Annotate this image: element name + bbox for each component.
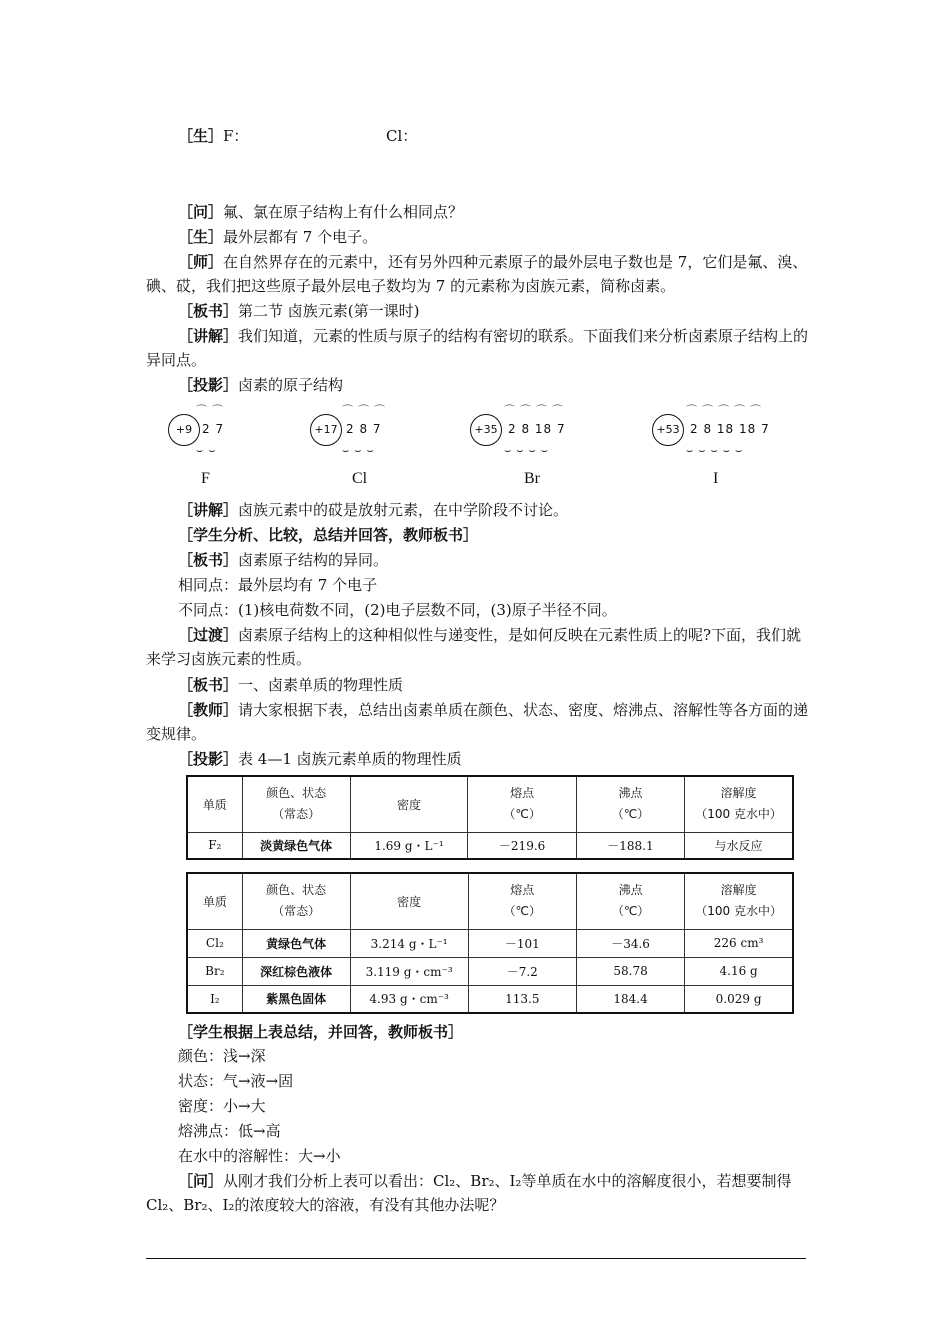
student-summary-heading: ［学生根据上表总结，并回答，教师板书］	[178, 1023, 464, 1041]
projection-line	[178, 747, 810, 771]
cell-melting: －101	[468, 929, 576, 957]
shell-arcs-top: ⌒⌒	[196, 404, 228, 417]
nucleus: +53	[652, 414, 684, 446]
cell-solubility: 0.029 g	[685, 985, 793, 1013]
question-text: 从刚才我们分析上表可以看出：Cl₂、Br₂、I₂等单质在水中的溶解度很小，若想要制得 Cl₂、Br₂、I₂的浓度较大的溶液，有没有其他办法呢？	[146, 1172, 792, 1214]
cell-density: 3.119 g・cm⁻³	[350, 957, 468, 985]
cell-solubility: 226 cm³	[685, 929, 793, 957]
header-density: 密度	[350, 873, 468, 929]
header-boiling-point: 沸点 （℃）	[576, 776, 684, 832]
f-label: F：	[223, 127, 249, 145]
table-row	[187, 957, 793, 985]
cell-state: 紫黑色固体	[242, 985, 350, 1013]
board-line	[178, 299, 810, 323]
cell-melting: －219.6	[468, 832, 576, 859]
transition-text: 卤素原子结构上的这种相似性与递变性，是如何反映在元素性质上的呢?下面，我们就来学习卤族元素的性质。	[146, 626, 802, 668]
table-header-row	[187, 873, 793, 929]
explain-text: 我们知道，元素的性质与原子的结构有密切的联系。下面我们来分析卤素原子结构上的异同点。	[146, 327, 809, 369]
nucleus: +9	[168, 414, 200, 446]
tag-student: ［生］	[178, 228, 224, 246]
similarity-line: 相同点：最外层均有 7 个电子	[178, 576, 378, 594]
board-line	[178, 673, 810, 697]
tag-board: ［板书］	[178, 302, 239, 320]
cell-state: 淡黄绿色气体	[242, 832, 350, 859]
question-paragraph	[146, 1169, 810, 1217]
atom-diagram-i	[652, 402, 782, 474]
board-text: 一、卤素单质的物理性质	[238, 676, 404, 694]
summary-solubility: 在水中的溶解性：大→小	[178, 1147, 341, 1165]
table-header-row	[187, 776, 793, 832]
cell-name: Br₂	[187, 957, 242, 985]
tag-projection: ［投影］	[178, 750, 239, 768]
atom-diagram-f	[168, 402, 248, 474]
question-line	[178, 200, 810, 224]
student-text: 最外层都有 7 个电子。	[223, 228, 378, 246]
header-boiling-point: 沸点 （℃）	[576, 873, 684, 929]
summary-color: 颜色：浅→深	[178, 1047, 266, 1065]
cell-boiling: 184.4	[576, 985, 684, 1013]
cell-name: Cl₂	[187, 929, 242, 957]
explain-text: 卤族元素中的砹是放射元素，在中学阶段不讨论。	[238, 501, 569, 519]
student-analysis-heading: ［学生分析、比较，总结并回答，教师板书］	[178, 526, 479, 544]
footer-divider	[146, 1258, 806, 1259]
teacher-text: 在自然界存在的元素中，还有另外四种元素原子的最外层电子数也是 7，它们是氟、溴、碘、砹，我们把这些原子最外层电子数均为 7 的元素称为卤族元素，简称卤素。	[146, 253, 808, 295]
cell-state: 深红棕色液体	[242, 957, 350, 985]
teacher-paragraph	[146, 250, 810, 298]
cell-boiling: 58.78	[576, 957, 684, 985]
cell-density: 1.69 g・L⁻¹	[350, 832, 468, 859]
tag-teacher: ［教师］	[178, 701, 239, 719]
symbol-cl: Cl	[352, 470, 368, 487]
projection-text: 卤素的原子结构	[238, 376, 344, 394]
transition-paragraph	[146, 623, 810, 671]
cell-boiling: －34.6	[576, 929, 684, 957]
cell-density: 4.93 g・cm⁻³	[350, 985, 468, 1013]
tag-explain: ［讲解］	[178, 501, 239, 519]
cell-melting: 113.5	[468, 985, 576, 1013]
shell-arcs-top: ⌒⌒⌒⌒⌒	[686, 404, 766, 417]
tag-teacher: ［师］	[178, 253, 224, 271]
header-melting-point: 熔点 （℃）	[468, 873, 576, 929]
cell-name: F₂	[187, 832, 242, 859]
table-caption: 表 4—1 卤族元素单质的物理性质	[238, 750, 462, 768]
tag-student: ［生］	[178, 127, 224, 145]
header-solubility: 溶解度 （100 克水中）	[685, 776, 793, 832]
tag-explain: ［讲解］	[178, 327, 239, 345]
cell-melting: －7.2	[468, 957, 576, 985]
symbol-f: F	[201, 470, 210, 487]
shell-electrons: 2 7	[202, 422, 225, 436]
tag-board: ［板书］	[178, 551, 239, 569]
symbol-i: I	[713, 470, 719, 487]
table-row	[187, 929, 793, 957]
shell-arcs-bottom: ⌣⌣⌣⌣⌣	[686, 444, 748, 457]
symbol-br: Br	[524, 470, 540, 487]
board-text: 第二节 卤族元素(第一课时)	[238, 302, 420, 320]
question-text: 氟、氯在原子结构上有什么相同点？	[223, 203, 464, 221]
shell-arcs-bottom: ⌣⌣	[196, 444, 221, 457]
tag-projection: ［投影］	[178, 376, 239, 394]
cell-solubility: 4.16 g	[685, 957, 793, 985]
projection-line	[178, 373, 810, 397]
teacher-paragraph	[146, 698, 810, 746]
header-color-state: 颜色、状态 （常态）	[242, 776, 350, 832]
header-density: 密度	[350, 776, 468, 832]
table-row	[187, 985, 793, 1013]
atom-diagram-cl	[310, 402, 410, 474]
table-halogens	[186, 872, 794, 1014]
shell-electrons: 2 8 7	[346, 422, 382, 436]
table-fluorine	[186, 775, 794, 860]
nucleus: +35	[470, 414, 502, 446]
table-row	[187, 832, 793, 859]
summary-density: 密度：小→大	[178, 1097, 266, 1115]
tag-board: ［板书］	[178, 676, 239, 694]
cl-label-line	[386, 124, 810, 148]
shell-arcs-bottom: ⌣⌣⌣	[342, 444, 379, 457]
tag-question: ［问］	[178, 1172, 224, 1190]
explain-line	[178, 498, 810, 522]
tag-transition: ［过渡］	[178, 626, 239, 644]
summary-state: 状态：气→液→固	[178, 1072, 294, 1090]
teacher-text: 请大家根据下表，总结出卤素单质在颜色、状态、密度、熔沸点、溶解性等各方面的递变规律。	[146, 701, 809, 743]
header-melting-point: 熔点 （℃）	[468, 776, 576, 832]
shell-electrons: 2 8 18 7	[508, 422, 566, 436]
header-substance: 单质	[187, 776, 242, 832]
shell-electrons: 2 8 18 18 7	[690, 422, 770, 436]
header-color-state: 颜色、状态 （常态）	[242, 873, 350, 929]
shell-arcs-top: ⌒⌒⌒	[342, 404, 390, 417]
cell-boiling: －188.1	[576, 832, 684, 859]
shell-arcs-top: ⌒⌒⌒⌒	[504, 404, 568, 417]
cell-solubility: 与水反应	[685, 832, 793, 859]
tag-question: ［问］	[178, 203, 224, 221]
cell-state: 黄绿色气体	[242, 929, 350, 957]
student-line	[178, 225, 810, 249]
cl-label: Cl：	[386, 127, 418, 145]
board-text: 卤素原子结构的异同。	[238, 551, 389, 569]
difference-line: 不同点：(1)核电荷数不同，(2)电子层数不同，(3)原子半径不同。	[178, 601, 617, 619]
header-solubility: 溶解度 （100 克水中）	[685, 873, 793, 929]
board-line	[178, 548, 810, 572]
atom-diagram-br	[470, 402, 590, 474]
explain-paragraph	[146, 324, 810, 372]
nucleus: +17	[310, 414, 342, 446]
cell-density: 3.214 g・L⁻¹	[350, 929, 468, 957]
cell-name: I₂	[187, 985, 242, 1013]
shell-arcs-bottom: ⌣⌣⌣⌣	[504, 444, 553, 457]
header-substance: 单质	[187, 873, 242, 929]
summary-melting-boiling: 熔沸点：低→高	[178, 1122, 281, 1140]
